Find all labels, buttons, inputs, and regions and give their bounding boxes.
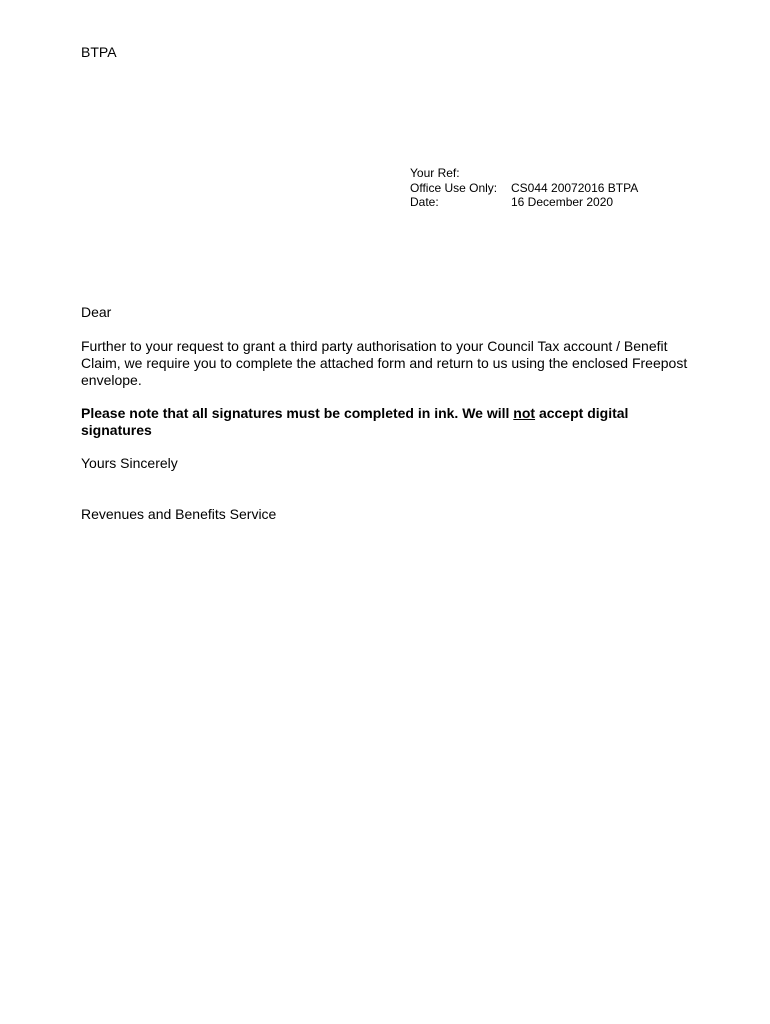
notice-emphasis: not [513, 405, 536, 421]
your-ref-label: Your Ref: [410, 166, 460, 180]
signoff: Revenues and Benefits Service [81, 506, 277, 522]
office-use-value: CS044 20072016 BTPA [511, 180, 639, 195]
reference-block [410, 166, 638, 210]
org-code: BTPA [81, 44, 117, 60]
date-row [410, 195, 638, 210]
closing: Yours Sincerely [81, 455, 178, 471]
office-use-label: Office Use Only: [410, 180, 498, 195]
paragraph-request: Further to your request to grant a third party authorisation to your Council Tax account / Benefit Claim, we require you to complete the attached form and return to us using the enclosed Freepost envelope. [81, 338, 688, 388]
date-value: 16 December 2020 [511, 195, 614, 209]
office-use-row [410, 181, 638, 196]
date-label: Date: [410, 195, 439, 209]
notice-text-before: Please note that all signatures must be completed in ink. We will [81, 405, 514, 421]
notice-text-after: accept digital signatures [81, 405, 629, 438]
your-ref-row [410, 166, 638, 181]
paragraph-signature-notice [81, 405, 701, 439]
salutation: Dear [81, 304, 112, 320]
